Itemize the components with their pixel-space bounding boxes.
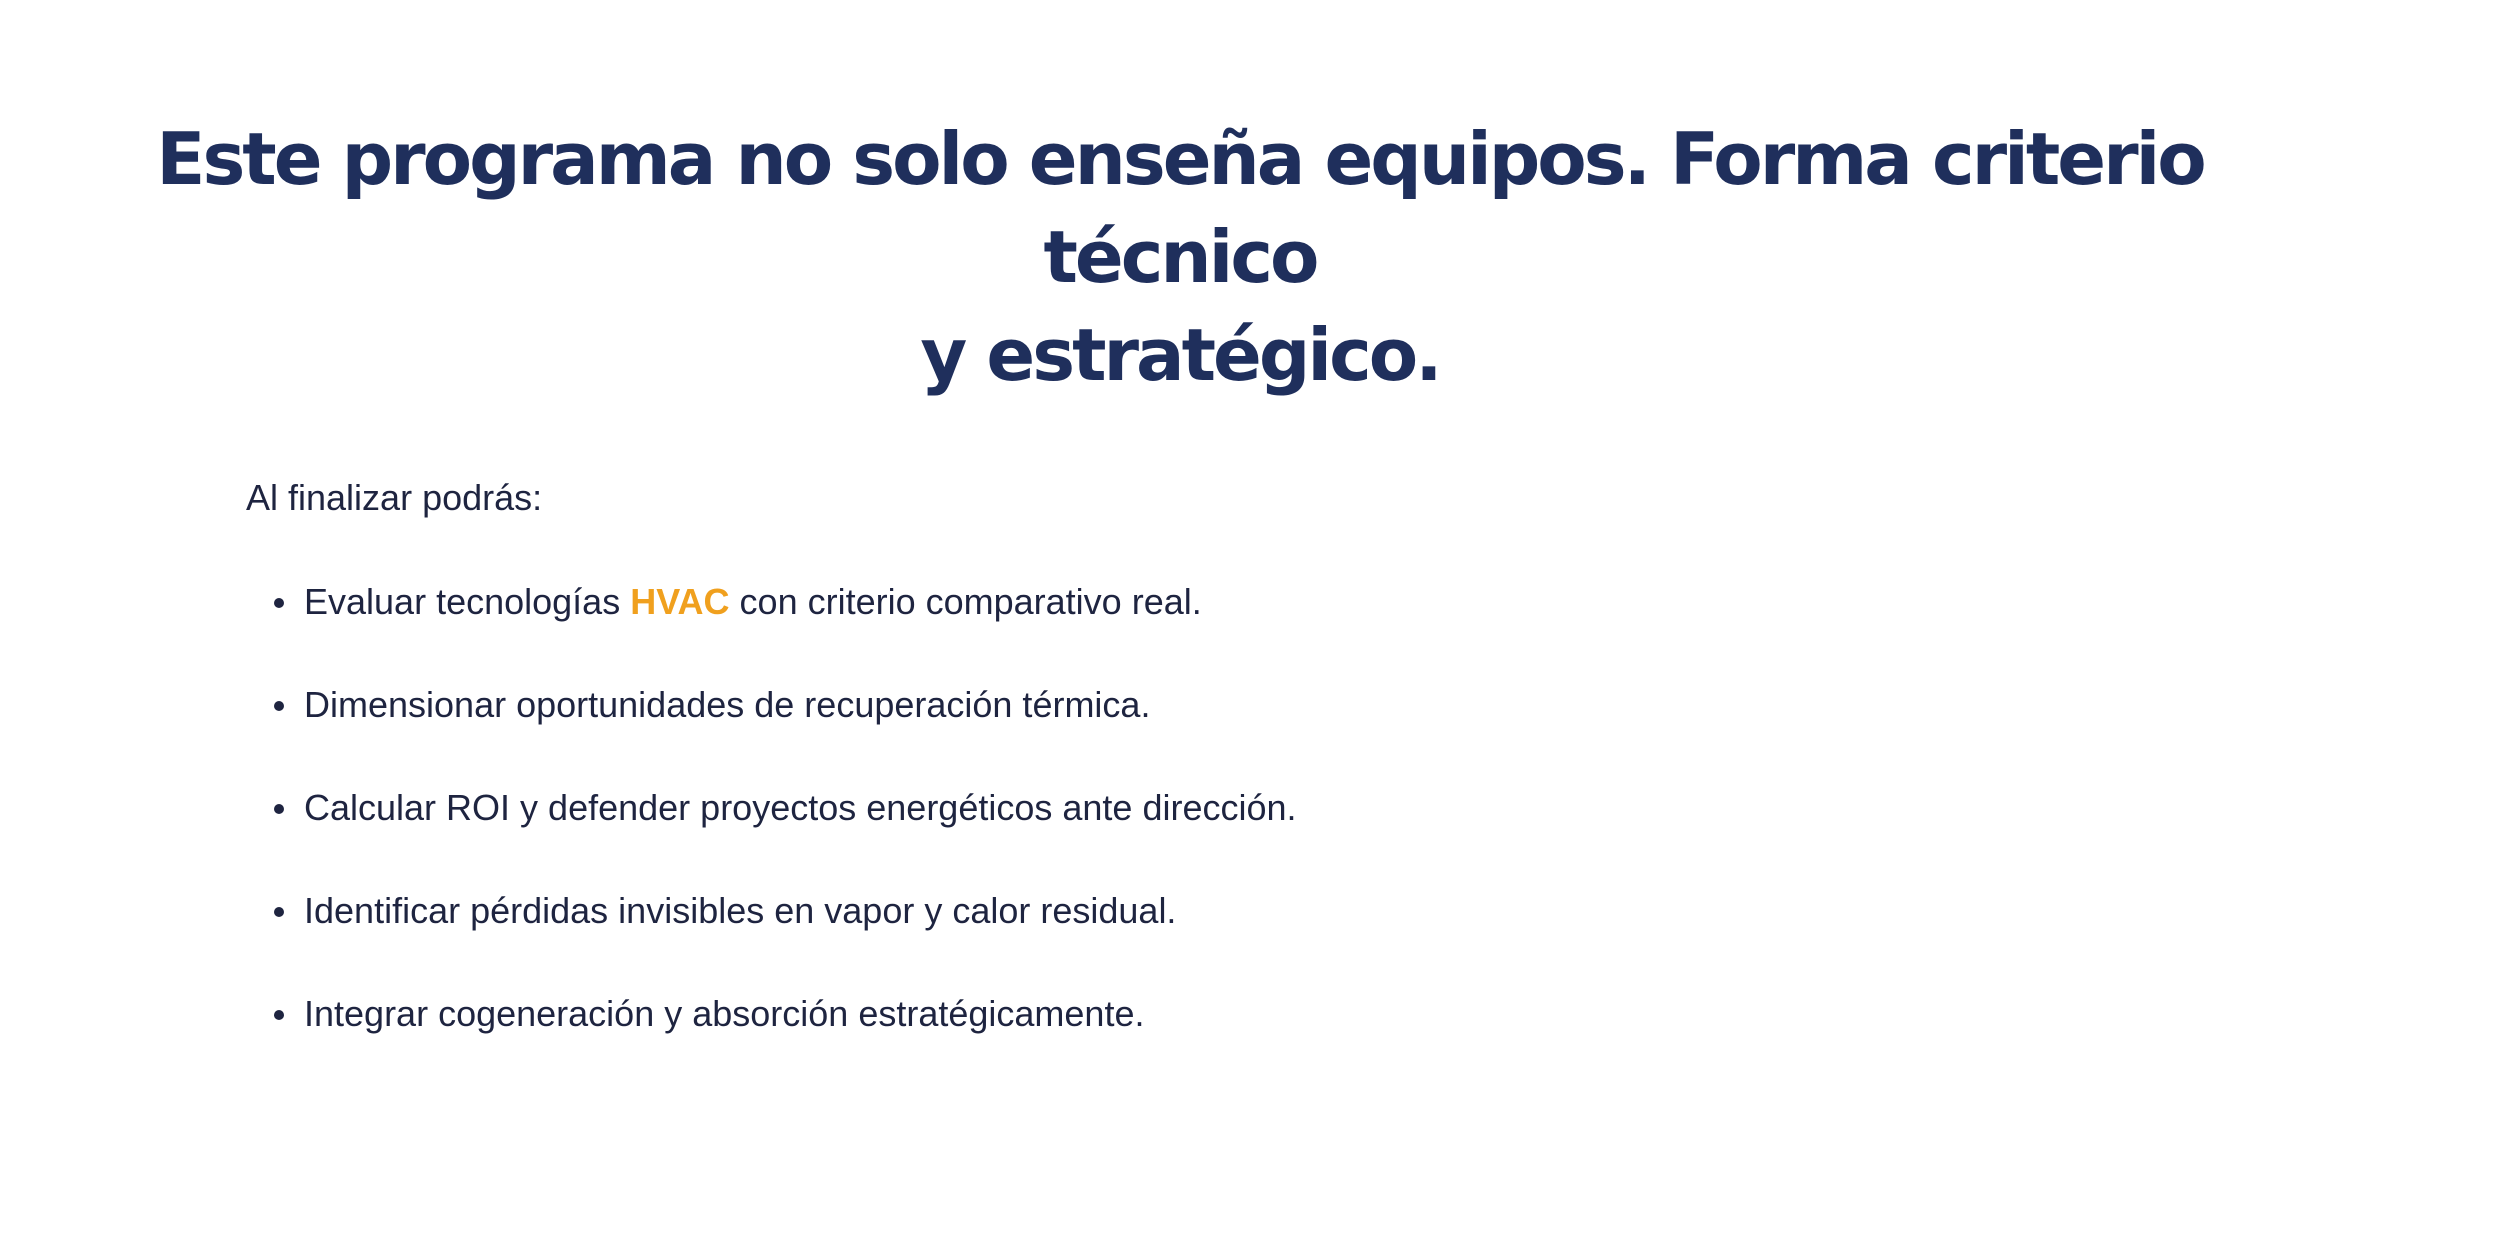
list-item-text: Calcular ROI y defender proyectos energéticos ante dirección.	[304, 787, 1297, 828]
list-item-text: Integrar cogeneración y absorción estratégicamente.	[304, 993, 1145, 1034]
bullet-dot-icon	[274, 1010, 284, 1020]
list-item-text-after: con criterio comparativo real.	[729, 581, 1202, 622]
list-item-text-before: Evaluar tecnologías	[304, 581, 631, 622]
outcomes-list	[246, 578, 1297, 1093]
list-item-text: Dimensionar oportunidades de recuperación térmica.	[304, 684, 1151, 725]
bullet-dot-icon	[274, 701, 284, 711]
list-item	[246, 784, 1297, 832]
list-item	[246, 681, 1297, 729]
bullet-dot-icon	[274, 907, 284, 917]
list-item	[246, 990, 1297, 1038]
list-item	[246, 578, 1297, 626]
page-headline	[150, 110, 2210, 404]
list-item-text: Identificar pérdidas invisibles en vapor y calor residual.	[304, 890, 1177, 931]
bullet-dot-icon	[274, 598, 284, 608]
intro-text: Al finalizar podrás:	[246, 477, 543, 518]
headline-line-2: y estratégico.	[920, 313, 1440, 397]
headline-line-1: Este programa no solo enseña equipos. Forma criterio técnico	[156, 117, 2204, 299]
hvac-highlight: HVAC	[630, 581, 730, 622]
bullet-dot-icon	[274, 804, 284, 814]
list-item	[246, 887, 1297, 935]
